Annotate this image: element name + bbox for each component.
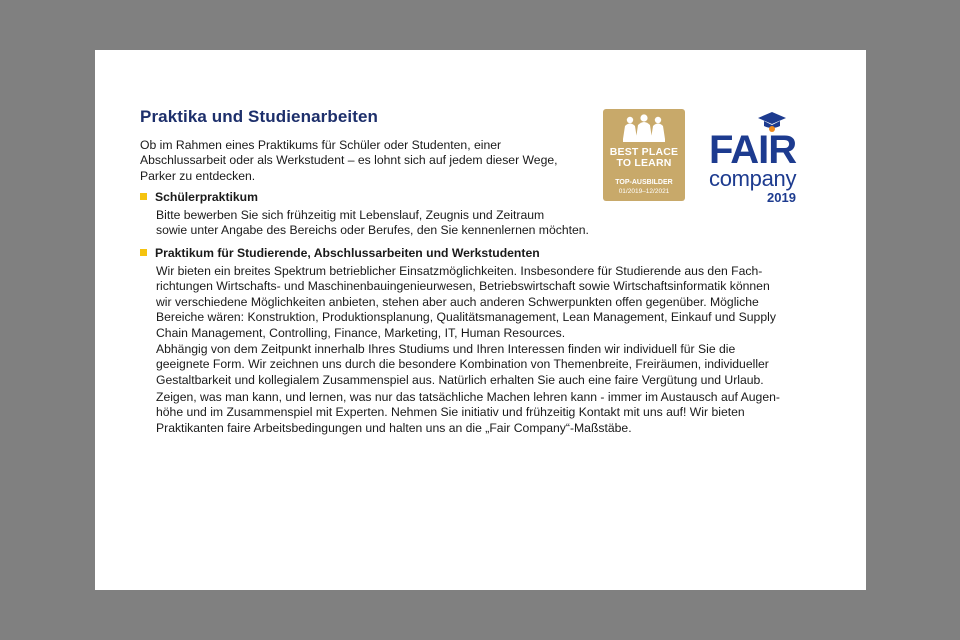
crown-people-icon xyxy=(603,109,685,149)
paragraph-line: Chain Management, Controlling, Finance, Marketing, IT, Human Resources. xyxy=(156,325,566,340)
section-heading-label: Praktikum für Studierende, Abschlussarbeiten und Werkstudenten xyxy=(155,246,540,260)
intro-line: Parker zu entdecken. xyxy=(140,168,256,183)
fair-word: FAIR xyxy=(709,128,797,172)
paragraph-line: Praktikanten faire Arbeitsbedingungen und halten uns an die „Fair Company“-Maßstäbe. xyxy=(156,420,632,435)
badge-line: TO LEARN xyxy=(616,157,672,169)
paragraph-line: richtungen Wirtschafts- und Maschinenbauingenieurwesen, Betriebswirtschaft sowie Wirtschaftsinformatik können xyxy=(156,279,770,294)
intro-line: Ob im Rahmen eines Praktikums für Schüler oder Studenten, einer xyxy=(140,138,502,152)
intro-line: Abschlussarbeit oder als Werkstudent – es lohnt sich auf jedem dieser Wege, xyxy=(140,153,558,168)
intro-paragraph xyxy=(140,138,590,184)
badge-subtitle: TOP-AUSBILDER xyxy=(615,179,673,186)
page-title: Praktika und Studienarbeiten xyxy=(140,107,379,126)
document-page xyxy=(95,50,866,590)
section-heading-schuelerpraktikum xyxy=(140,190,258,204)
paragraph-line: sowie unter Angabe des Bereichs oder Berufes, den Sie kennenlernen möchten. xyxy=(156,223,589,238)
best-place-to-learn-badge xyxy=(603,109,685,201)
section-paragraph xyxy=(156,390,780,436)
bullet-icon xyxy=(140,193,147,200)
paragraph-line: Zeigen, was man kann, und lernen, was nur das tatsächliche Machen lehren kann - immer im Austausch auf Augen- xyxy=(156,390,780,404)
section-heading-studierende xyxy=(140,246,540,260)
paragraph-line: geeignete Form. Wir zeichnen uns durch die besondere Kombination von Themenbreite, Freiräumen, individueller xyxy=(156,357,769,372)
badge-title xyxy=(603,147,685,169)
section-paragraph xyxy=(156,264,776,341)
badge-date: 01/2019–12/2021 xyxy=(618,188,670,195)
paragraph-line: Abhängig von dem Zeitpunkt innerhalb Ihres Studiums und Ihren Interessen finden wir individuell für Sie die xyxy=(156,342,736,356)
section-paragraph xyxy=(156,208,589,239)
paragraph-line: Wir bieten ein breites Spektrum betrieblicher Einsatzmöglichkeiten. Insbesondere für Studierende aus den Fach- xyxy=(156,264,763,278)
paragraph-line: höhe und im Zusammenspiel mit Experten. Nehmen Sie initiativ und frühzeitig Kontakt mit uns auf! Wir bieten xyxy=(156,405,745,420)
paragraph-line: wir verschiedene Möglichkeiten anbieten, stehen aber auch anderen Schwerpunkten offen gegenüber. Mögliche xyxy=(156,294,759,309)
paragraph-line: Bereiche wären: Konstruktion, Produktionsplanung, Qualitätsmanagement, Lean Management, Einkauf und Supply xyxy=(156,310,776,325)
badge-line: BEST PLACE xyxy=(609,146,679,158)
section-paragraph xyxy=(156,342,769,388)
bullet-icon xyxy=(140,249,147,256)
company-word: company xyxy=(709,166,797,191)
fair-company-logo xyxy=(707,110,827,210)
paragraph-line: Gestaltbarkeit und kollegialem Zusammenspiel aus. Natürlich erhalten Sie auch eine faire Vergütung und Urlaub. xyxy=(156,372,764,387)
paragraph-line: Bitte bewerben Sie sich frühzeitig mit Lebenslauf, Zeugnis und Zeitraum xyxy=(156,208,545,222)
logo-year: 2019 xyxy=(767,190,796,205)
section-heading-label: Schülerpraktikum xyxy=(155,190,258,204)
